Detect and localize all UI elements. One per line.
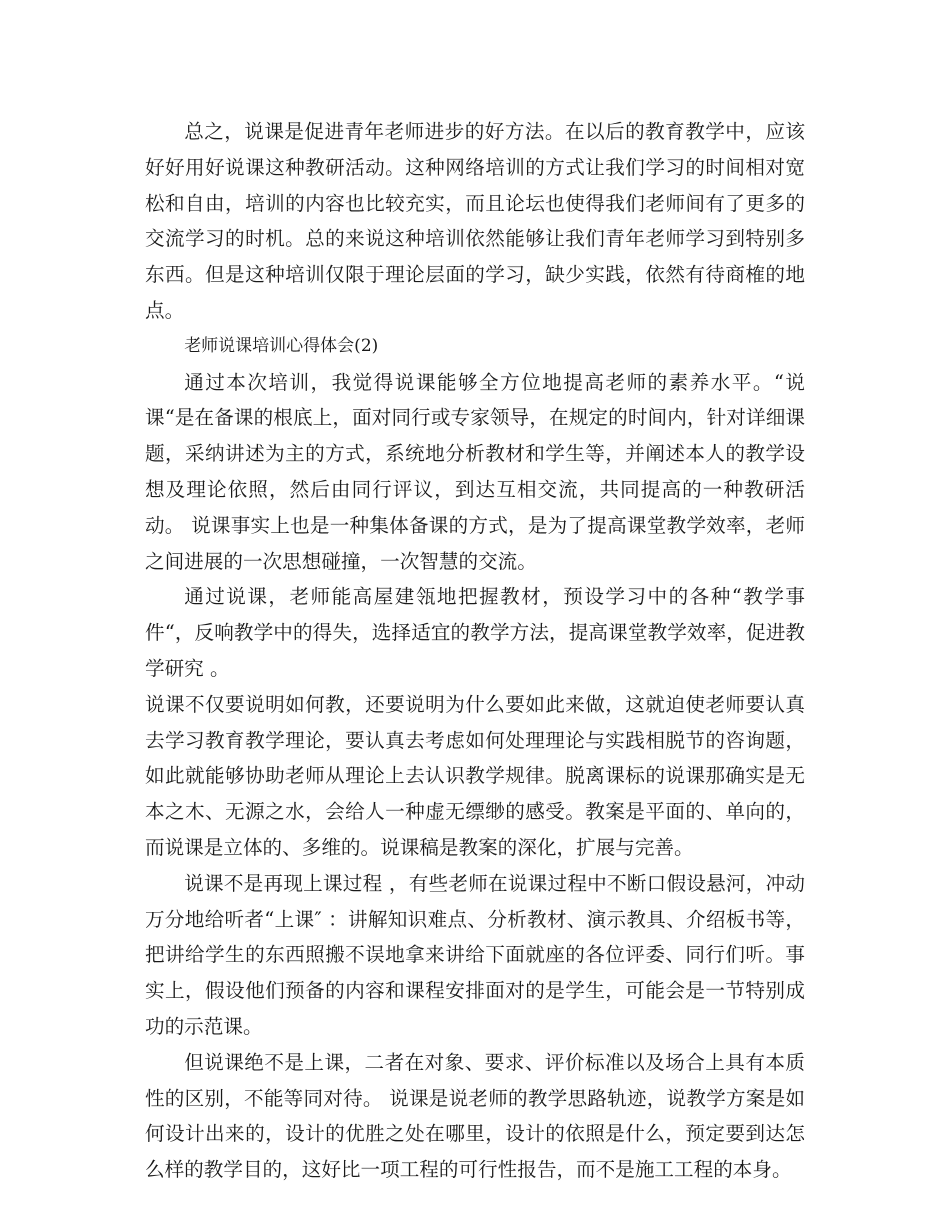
document-page (145, 114, 805, 1188)
paragraph-summary: 总之，说课是促进青年老师进步的好方法。在以后的教育教学中，应该好好用好说课这种教研活动。这种网络培训的方式让我们学习的时间相对宽松和自由，培训的内容也比较充实，而且论坛也使得我们老师间有了更多的交流学习的时机。总的来说这种培训依然能够让我们青年老师学习到特别多东西。但是这种培训仅限于理论层面的学习，缺少实践，依然有待商榷的地点。 (145, 120, 805, 322)
paragraph-training: 通过本次培训，我觉得说课能够全方位地提高老师的素养水平。“说课“是在备课的根底上，面对同行或专家领导，在规定的时间内，针对详细课题，采纳讲述为主的方式，系统地分析教材和学生等，并阐述本人的教学设想及理论依照，然后由同行评议，到达互相交流，共同提高的一种教研活动。 说课事实上也是一种集体备课的方式，是为了提高课堂教学效率，老师之间进展的一次思想碰撞，一次智慧的交流。 (145, 370, 805, 573)
section-heading: 老师说课培训心得体会(2) (184, 335, 379, 356)
paragraph-not-class: 但说课绝不是上课，二者在对象、要求、评价标准以及场合上具有本质性的区别，不能等同对待。 说课是说老师的教学思路轨迹，说教学方案是如何设计出来的，设计的优胜之处在哪里，设计的依照是什么，预定要到达怎么样的教学目的，这好比一项工程的可行性报告，而不是施工工程的本身。 (145, 1050, 805, 1182)
paragraph-how-to-teach: 说课不仅要说明如何教，还要说明为什么要如此来做，这就迫使老师要认真去学习教育教学理论，要认真去考虑如何处理理论与实践相脱节的咨询题，如此就能够协助老师从理论上去认识教学规律。脱离课标的说课那确实是无本之木、无源之水，会给人一种虚无缥缈的感受。教案是平面的、单向的，而说课是立体的、多维的。说课稿是教案的深化，扩展与完善。 (145, 692, 805, 859)
paragraph-through-lecture: 通过说课，老师能高屋建瓴地把握教材，预设学习中的各种“教学事件“，反响教学中的得失，选择适宜的教学方法，提高课堂教学效率，促进教学研究 。 (145, 585, 805, 680)
paragraph-not-reproduce: 说课不是再现上课过程 ，有些老师在说课过程中不断口假设悬河，冲动万分地给听者“上课″ ：讲解知识难点、分析教材、演示教具、介绍板书等，把讲给学生的东西照搬不误地拿来讲给下面就座的各位评委、同行们听。事实上，假设他们预备的内容和课程安排面对的是学生，可能会是一节特别成功的示范课。 (145, 871, 805, 1038)
